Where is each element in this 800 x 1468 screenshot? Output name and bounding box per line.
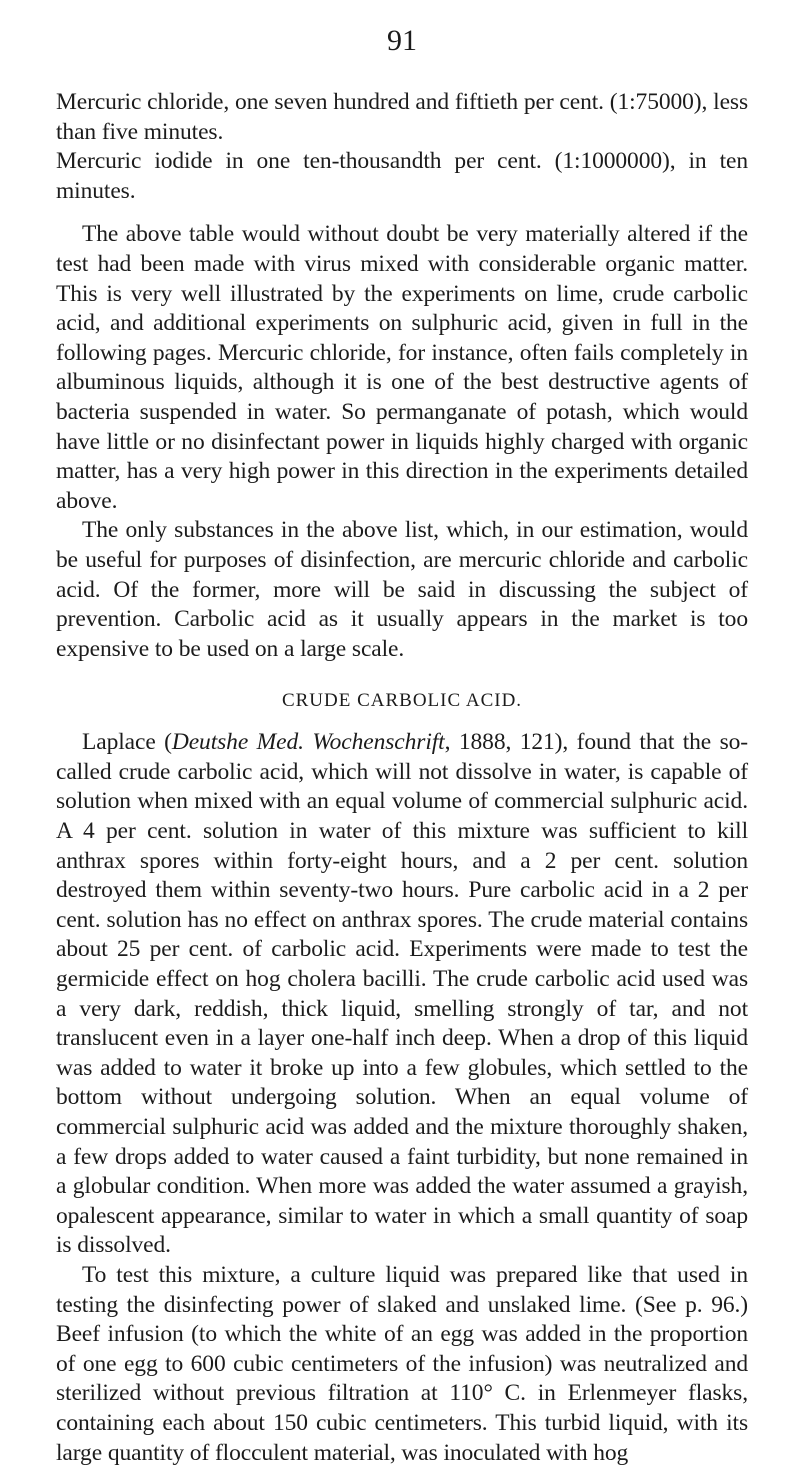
list-item-mercuric-iodide: Mercuric iodide in one ten-thousandth per cent. (1:1000000), in ten minutes.	[56, 148, 748, 204]
page-body	[56, 88, 748, 1468]
laplace-body: , 1888, 121), found that the so-called crude carbolic acid, which will not dissolve in water, is capable of solution when mixed with an equal volume of commercial sulphuric acid. A 4 per cent. solution in water of this mixture was sufficient to kill anthrax spores within forty-eight hours, and a 2 per cent. solution destroyed them within seventy-two hours. Pure carbolic acid in a 2 per cent. solution has no effect on anthrax spores. The crude material contains about 25 per cent. of carbolic acid. Experiments were made to test the germicide effect on hog cholera bacilli. The crude carbolic acid used was a very dark, reddish, thick liquid, smelling strongly of tar, and not translucent even in a layer one-half inch deep. When a drop of this liquid was added to water it broke up into a few globules, which settled to the bottom without undergoing solution. When an equal volume of commercial sulphuric acid was added and the mixture thoroughly shaken, a few drops added to water caused a faint turbidity, but none remained in a globular condition. When more was added the water assumed a grayish, opalescent appearance, similar to water in which a small quantity of soap is dissolved.	[56, 729, 749, 1259]
section-heading: CRUDE CARBOLIC ACID.	[281, 690, 523, 712]
journal-citation: Deutshe Med. Wochenschrift	[171, 729, 445, 756]
laplace-lead: Laplace (	[82, 729, 172, 756]
paragraph-test-mixture: To test this mixture, a culture liquid was prepared like that used in testing the disinfecting power of slaked and unslaked lime. (See p. 96.) Beef infusion (to which the white of an egg was added in the proportion of one egg to 600 cubic centimeters of the infusion) was neutralized and sterilized without previous filtration at 110° C. in Erlenmeyer flasks, containing each about 150 cubic centimeters. This turbid liquid, with its large quantity of flocculent material, was inoculated with hog	[56, 1261, 748, 1466]
paragraph-table-remarks: The above table would without doubt be very materially altered if the test had been made with virus mixed with considerable organic matter. This is very well illustrated by the experiments on lime, crude carbolic acid, and additional experiments on sulphuric acid, given in full in the following pages. Mercuric chloride, for instance, often fails completely in albuminous liquids, although it is one of the best destructive agents of bacteria suspended in water. So permanganate of potash, which would have little or no disinfectant power in liquids highly charged with organic matter, has a very high power in this direction in the experiments detailed above.	[56, 221, 748, 514]
list-item-mercuric-chloride: Mercuric chloride, one seven hundred and fiftieth per cent. (1:75000), less than five minutes.	[56, 89, 748, 145]
paragraph-laplace	[56, 728, 748, 1261]
paragraph-useful-substances: The only substances in the above list, which, in our estimation, would be useful for purposes of disinfection, are mercuric chloride and carbolic acid. Of the former, more will be said in discussing the subject of prevention. Carbolic acid as it usually appears in the market is too expensive to be used on a large scale.	[56, 517, 748, 662]
page-number: 91	[387, 24, 417, 57]
